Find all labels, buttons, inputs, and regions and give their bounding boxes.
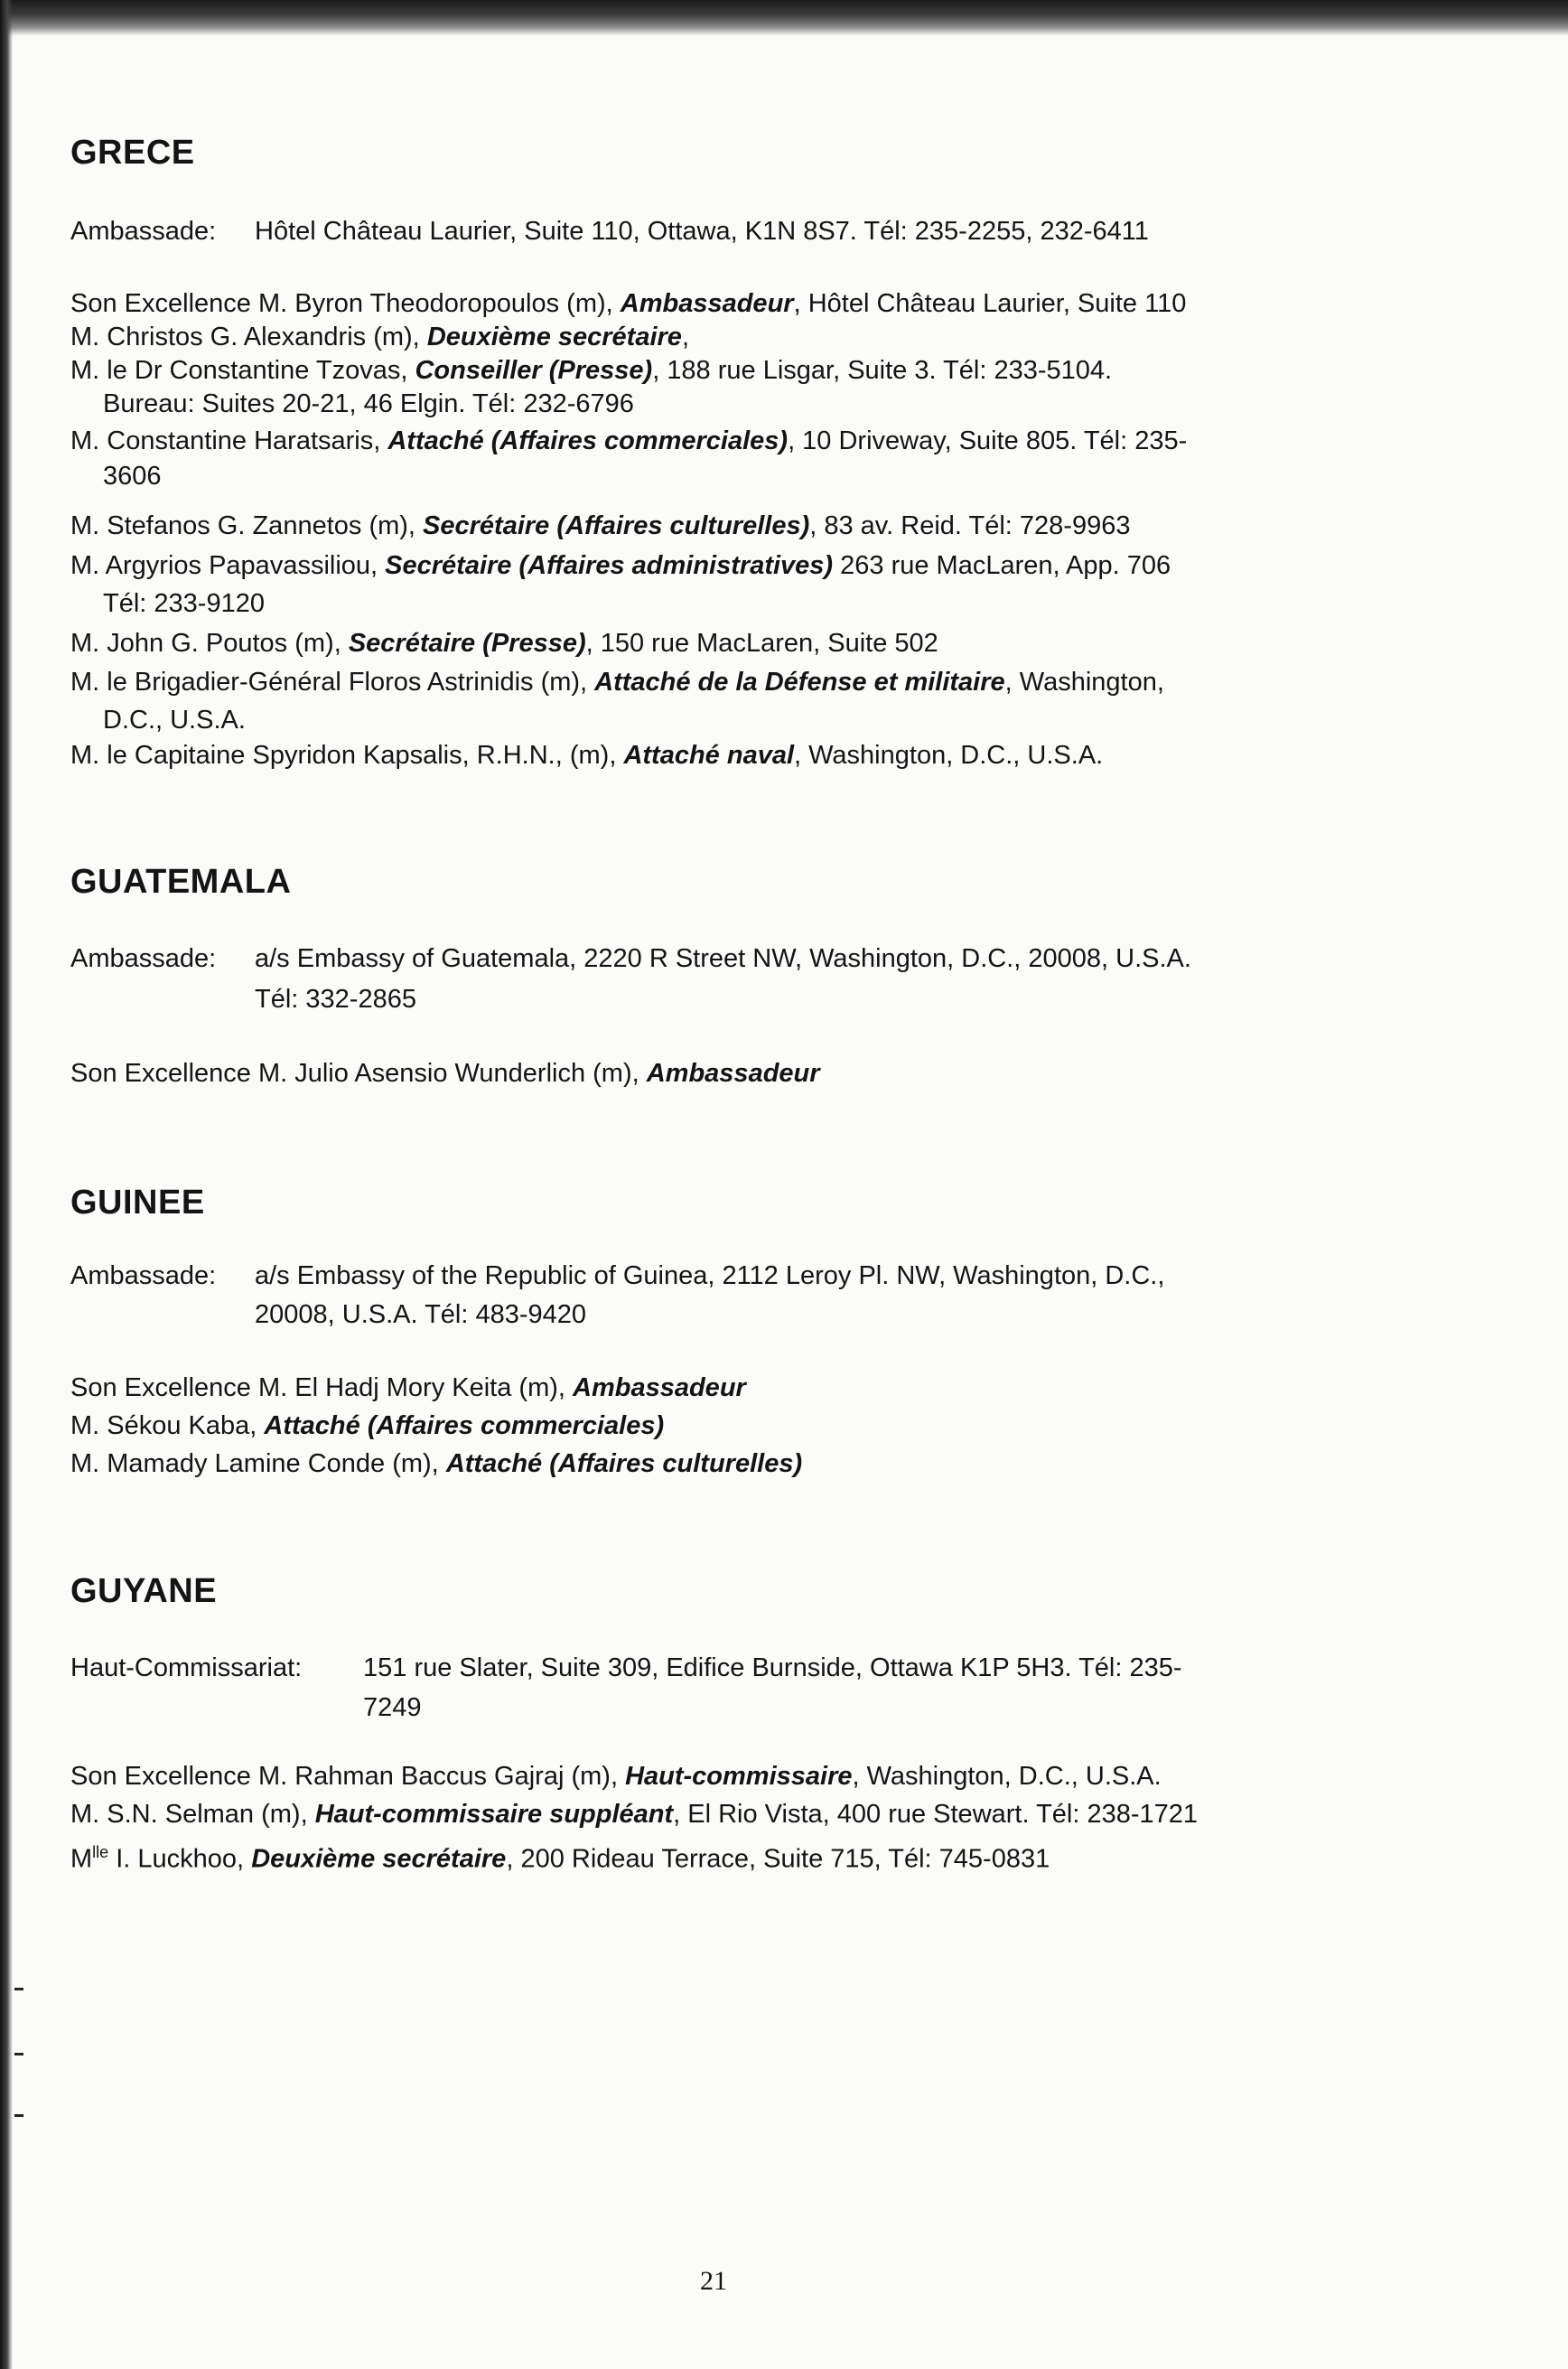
list-item: $M^{lle}$ I. Luckhoo, Deuxième secrétaire, 200 Rideau Terrace, Suite 715, Tél: 745-0831	[70, 1843, 1050, 1874]
scan-mark	[14, 2053, 23, 2055]
address-line: Tél: 332-2865	[255, 985, 416, 1014]
list-item-continuation: 3606	[103, 462, 162, 491]
scan-mark	[14, 1988, 23, 1990]
list-item: M. le Capitaine Spyridon Kapsalis, R.H.N., (m), Attaché naval, Washington, D.C., U.S.A.	[70, 741, 1104, 770]
list-item: M. Mamady Lamine Conde (m), Attaché (Affaires culturelles)	[70, 1449, 803, 1478]
list-item: M. Stefanos G. Zannetos (m), Secrétaire (Affaires culturelles), 83 av. Reid. Tél: 728-9963	[70, 511, 1131, 540]
page-number: 21	[700, 2266, 727, 2296]
scan-edge-left	[0, 0, 13, 2369]
list-item: Son Excellence M. Rahman Baccus Gajraj (m), Haut-commissaire, Washington, D.C., U.S.A.	[70, 1762, 1162, 1791]
list-item: M. le Brigadier-Général Floros Astrinidis (m), Attaché de la Défense et militaire, Washington,	[70, 668, 1164, 697]
role-title: Deuxième secrétaire	[426, 323, 682, 351]
list-item-continuation: D.C., U.S.A.	[103, 706, 246, 735]
list-item: Son Excellence M. Julio Asensio Wunderlich (m), Ambassadeur	[70, 1059, 820, 1088]
role-title: Ambassadeur	[646, 1059, 820, 1088]
role-title: Deuxième secrétaire	[251, 1844, 507, 1874]
list-item: M. S.N. Selman (m), Haut-commissaire suppléant, El Rio Vista, 400 rue Stewart. Tél: 238-1721	[70, 1800, 1199, 1829]
list-item: M. Sékou Kaba, Attaché (Affaires commerciales)	[70, 1411, 665, 1440]
section-title: GUINEE	[70, 1184, 205, 1222]
superscript: lle	[92, 1843, 109, 1861]
list-item-continuation: Tél: 233-9120	[103, 589, 265, 618]
scan-edge-top	[0, 0, 1568, 36]
address-label: Haut-Commissariat:	[70, 1653, 303, 1682]
list-item-continuation: Bureau: Suites 20-21, 46 Elgin. Tél: 232-6796	[103, 389, 634, 418]
scan-mark	[14, 2114, 23, 2117]
address-line: Hôtel Château Laurier, Suite 110, Ottawa, K1N 8S7. Tél: 235-2255, 232-6411	[255, 217, 1149, 246]
role-title: Secrétaire (Affaires culturelles)	[423, 511, 810, 540]
address-label: Ambassade:	[70, 217, 217, 246]
role-title: Haut-commissaire	[625, 1762, 853, 1791]
list-item: Son Excellence M. Byron Theodoropoulos (m), Ambassadeur, Hôtel Château Laurier, Suite 110	[70, 289, 1187, 318]
list-item: M. Argyrios Papavassiliou, Secrétaire (Affaires administratives) 263 rue MacLaren, App. 706	[70, 551, 1171, 580]
role-title: Attaché (Affaires commerciales)	[387, 426, 789, 455]
list-item: Son Excellence M. El Hadj Mory Keita (m), Ambassadeur	[70, 1373, 746, 1402]
role-title: Attaché naval	[623, 741, 795, 770]
address-line: 7249	[363, 1693, 422, 1722]
address-line: 151 rue Slater, Suite 309, Edifice Burnside, Ottawa K1P 5H3. Tél: 235-	[363, 1653, 1182, 1682]
role-title: Haut-commissaire suppléant	[314, 1800, 674, 1829]
role-title: Attaché (Affaires culturelles)	[445, 1449, 803, 1478]
role-title: Secrétaire (Affaires administratives)	[385, 551, 834, 580]
role-title: Ambassadeur	[620, 289, 794, 318]
section-title: GRECE	[70, 134, 195, 172]
role-title: Conseiller (Presse)	[415, 356, 653, 385]
role-title: Attaché de la Défense et militaire	[594, 668, 1005, 697]
address-line: a/s Embassy of Guatemala, 2220 R Street NW, Washington, D.C., 20008, U.S.A.	[255, 944, 1191, 973]
role-title: Secrétaire (Presse)	[348, 629, 586, 658]
address-label: Ambassade:	[70, 1261, 217, 1290]
address-line: 20008, U.S.A. Tél: 483-9420	[255, 1300, 587, 1329]
list-item: M. Constantine Haratsaris, Attaché (Affaires commerciales), 10 Driveway, Suite 805. Tél: 235-	[70, 426, 1188, 455]
role-title: Attaché (Affaires commerciales)	[264, 1411, 665, 1440]
list-item: M. John G. Poutos (m), Secrétaire (Presse), 150 rue MacLaren, Suite 502	[70, 629, 938, 658]
list-item: M. Christos G. Alexandris (m), Deuxième secrétaire,	[70, 323, 690, 351]
address-label: Ambassade:	[70, 944, 217, 973]
section-title: GUYANE	[70, 1572, 218, 1610]
list-item: M. le Dr Constantine Tzovas, Conseiller (Presse), 188 rue Lisgar, Suite 3. Tél: 233-5104.	[70, 356, 1113, 385]
section-title: GUATEMALA	[70, 863, 292, 901]
address-line: a/s Embassy of the Republic of Guinea, 2112 Leroy Pl. NW, Washington, D.C.,	[255, 1261, 1165, 1290]
role-title: Ambassadeur	[573, 1373, 746, 1402]
